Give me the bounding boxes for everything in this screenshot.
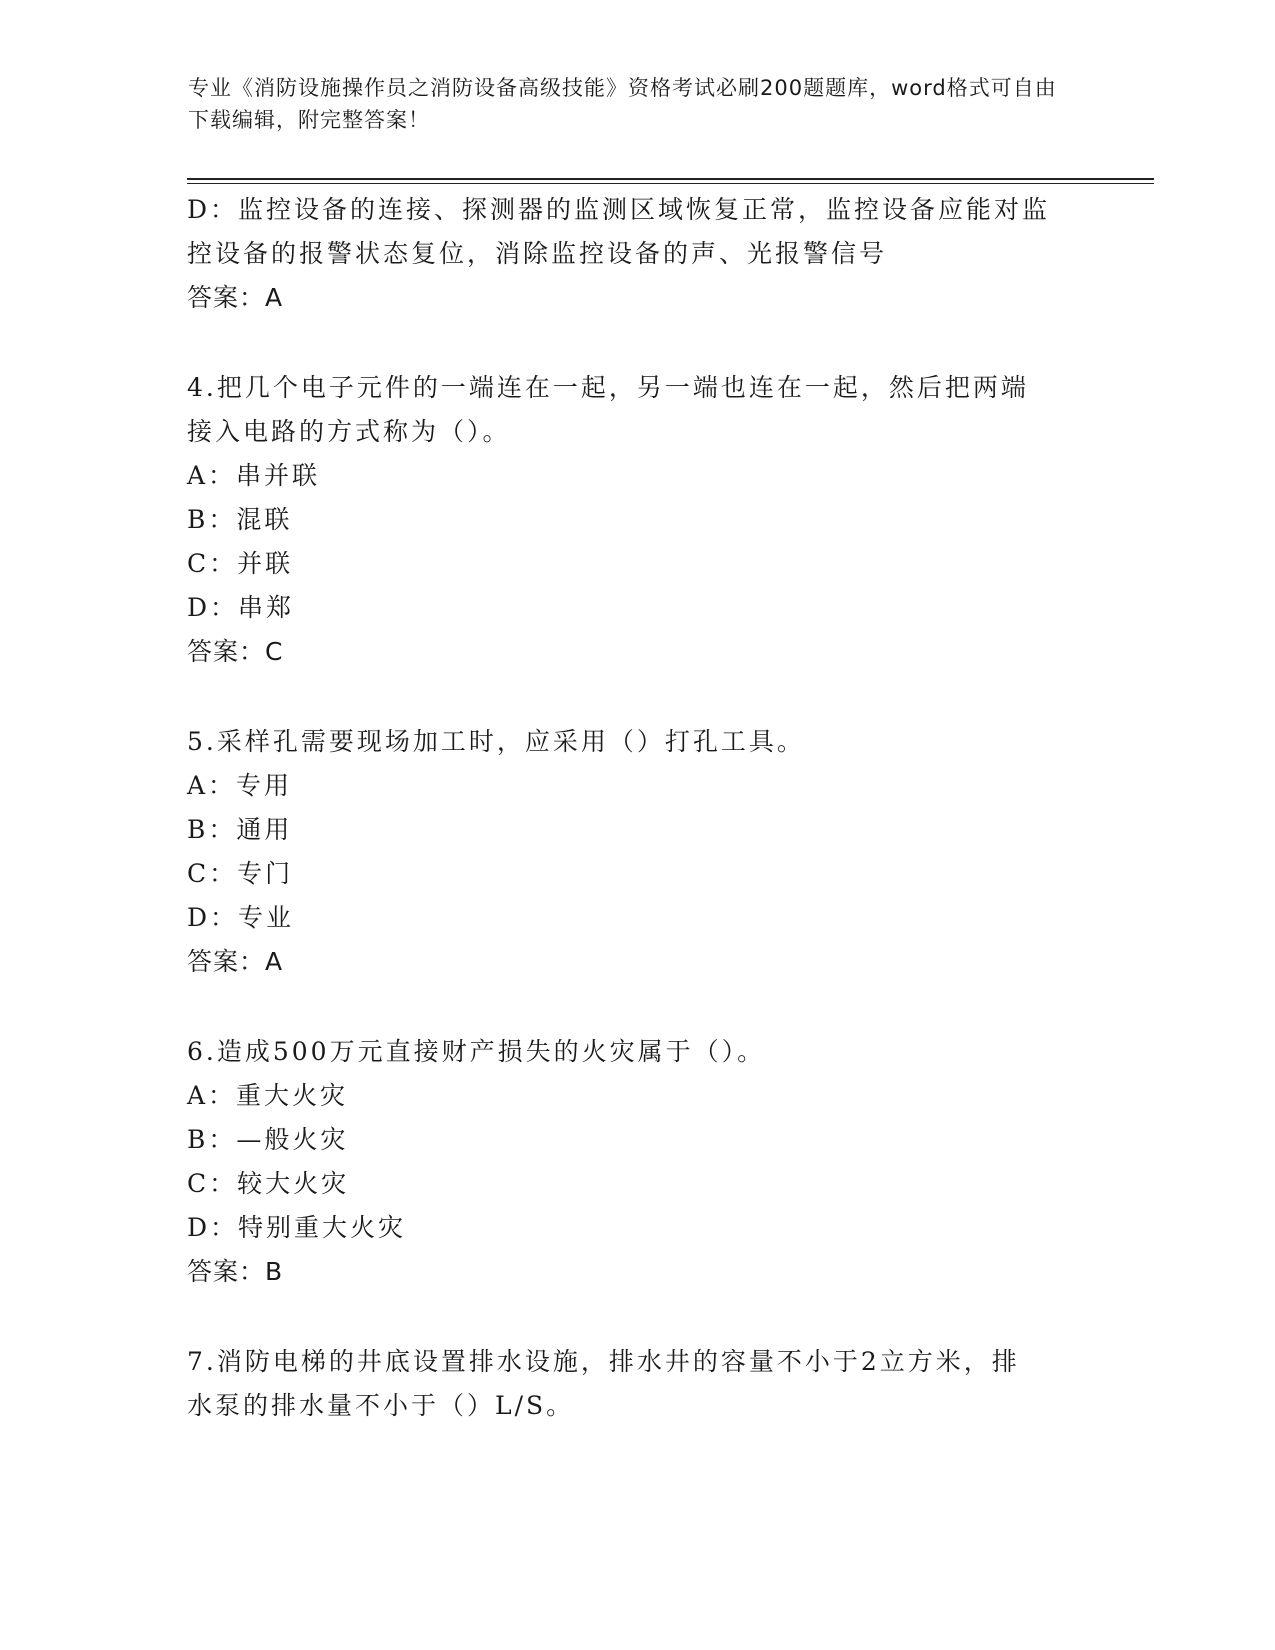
- question-5: [187, 720, 1087, 984]
- answer: 答案：A: [187, 283, 284, 312]
- question-3-tail: [187, 188, 1087, 320]
- question-6: [187, 1030, 1087, 1294]
- question-4: [187, 366, 1087, 674]
- question-7: [187, 1340, 1087, 1428]
- option-d: D：特别重大火灾: [187, 1213, 407, 1242]
- question-list: [187, 188, 1087, 1428]
- question-text: 7.消防电梯的井底设置排水设施，排水井的容量不小于2立方米，排: [187, 1347, 1020, 1376]
- option-b: B：通用: [187, 815, 293, 844]
- option-d: D：监控设备的连接、探测器的监测区域恢复正常，监控设备应能对监: [187, 195, 1051, 224]
- question-text: 5.采样孔需要现场加工时，应采用（）打孔工具。: [187, 727, 805, 756]
- option-d-continued: 控设备的报警状态复位，消除监控设备的声、光报警信号: [187, 239, 888, 268]
- question-text-continued: 接入电路的方式称为（）。: [187, 417, 511, 446]
- question-text: 6.造成500万元直接财产损失的火灾属于（）。: [187, 1037, 766, 1066]
- question-text: 4.把几个电子元件的一端连在一起，另一端也连在一起，然后把两端: [187, 373, 1029, 402]
- option-d: D：专业: [187, 903, 295, 932]
- option-a: A：重大火灾: [187, 1081, 349, 1110]
- option-c: C：并联: [187, 549, 294, 578]
- option-c: C：专门: [187, 859, 294, 888]
- answer: 答案：B: [187, 1257, 284, 1286]
- option-c: C：较大火灾: [187, 1169, 350, 1198]
- question-text-continued: 水泵的排水量不小于（）L/S。: [187, 1391, 575, 1420]
- header-title: 专业《消防设施操作员之消防设备高级技能》资格考试必刷200题题库，word格式可自由下载编辑，附完整答案！: [188, 76, 1057, 132]
- answer: 答案：C: [187, 637, 284, 666]
- option-a: A：串并联: [187, 461, 321, 490]
- header-divider-thick: [187, 178, 1154, 180]
- option-b: B：混联: [187, 505, 293, 534]
- option-a: A：专用: [187, 771, 293, 800]
- document-header: [188, 72, 1068, 136]
- header-divider-thin: [187, 183, 1154, 184]
- answer: 答案：A: [187, 947, 284, 976]
- option-d: D：串郑: [187, 593, 295, 622]
- option-b: B：—般火灾: [187, 1125, 349, 1154]
